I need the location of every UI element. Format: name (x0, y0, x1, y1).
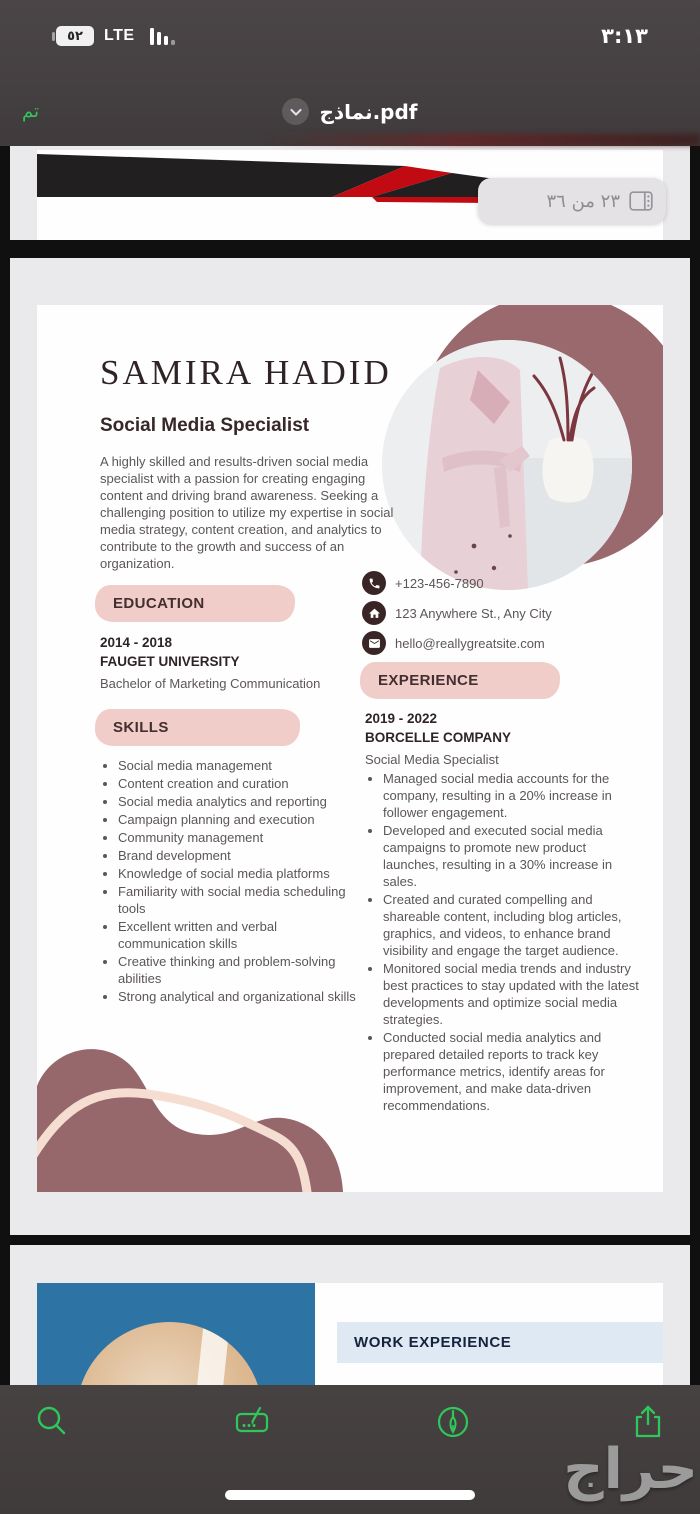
bottom-toolbar (0, 1385, 700, 1514)
search-icon[interactable] (33, 1403, 71, 1441)
skill-item: • Strong analytical and organizational skills (118, 988, 360, 1005)
contact-phone-row (362, 571, 552, 595)
home-indicator[interactable] (225, 1490, 475, 1500)
network-type-label: LTE (104, 27, 135, 44)
clock: ٣:١٣ (601, 24, 648, 48)
skill-item: • Social media analytics and reporting (118, 793, 360, 810)
contact-email-row (362, 631, 552, 655)
top-bar (0, 0, 700, 146)
chevron-down-icon[interactable] (282, 98, 309, 125)
experience-bullet: • Created and curated compelling and shareable content, including blog articles, graphics, and videos, to enhance brand visibility and engage the target audience. (383, 891, 645, 959)
experience-bullet: • Developed and executed social media campaigns to promote new product launches, resulting in a 30% increase in sales. (383, 822, 645, 890)
resume-card (37, 305, 663, 1192)
skill-item: • Knowledge of social media platforms (118, 865, 360, 882)
resume-name: SAMIRA HADID (100, 353, 392, 392)
signal-bars-icon (150, 27, 175, 45)
share-icon[interactable] (629, 1403, 667, 1441)
done-button[interactable]: تم (22, 101, 39, 122)
markup-signature-icon[interactable] (233, 1403, 271, 1441)
contact-phone: +123-456-7890 (395, 575, 484, 591)
page-indicator[interactable] (478, 178, 666, 224)
experience-bullet: • Monitored social media trends and industry best practices to stay updated with the latest developments and optimize social media strategies. (383, 960, 645, 1028)
skills-list (100, 757, 360, 1006)
decorative-blob (37, 1040, 347, 1192)
education-degree: Bachelor of Marketing Communication (100, 676, 321, 691)
watermark: حراج (563, 1437, 698, 1502)
education-heading: EDUCATION (95, 585, 295, 622)
annotate-pen-icon[interactable] (434, 1403, 472, 1441)
skills-heading: SKILLS (95, 709, 300, 746)
thumbnails-icon (629, 191, 653, 211)
experience-role: Social Media Specialist (365, 752, 499, 767)
document-title: نماذج.pdf (319, 99, 418, 124)
battery-percent: ٥٢ (56, 26, 94, 46)
skill-item: • Content creation and curation (118, 775, 360, 792)
house-icon (362, 601, 386, 625)
experience-years: 2019 - 2022 (365, 711, 438, 726)
contact-address-row (362, 601, 552, 625)
battery-tip (52, 32, 55, 41)
experience-bullet: • Conducted social media analytics and prepared detailed reports to track key performance metrics, identify areas for improvement, and make data-driven recommendations. (383, 1029, 645, 1114)
pdf-page-23[interactable] (10, 258, 690, 1235)
resume-job-title: Social Media Specialist (100, 415, 310, 436)
envelope-icon (362, 631, 386, 655)
skill-item: • Excellent written and verbal communication skills (118, 918, 360, 952)
contact-address: 123 Anywhere St., Any City (395, 605, 552, 621)
page-indicator-label: ٢٣ من ٣٦ (546, 190, 620, 212)
skill-item: • Campaign planning and execution (118, 811, 360, 828)
work-experience-band (337, 1322, 663, 1363)
skill-item: • Brand development (118, 847, 360, 864)
work-experience-heading: WORK EXPERIENCE (354, 1334, 512, 1351)
status-bar (0, 18, 700, 62)
navigation-bar (0, 92, 700, 142)
experience-company: BORCELLE COMPANY (365, 730, 512, 745)
battery-icon (52, 26, 94, 46)
skill-item: • Familiarity with social media scheduling tools (118, 883, 360, 917)
profile-photo (382, 340, 632, 590)
contact-email: hello@reallygreatsite.com (395, 635, 545, 651)
phone-icon (362, 571, 386, 595)
contact-block (362, 571, 552, 661)
education-years: 2014 - 2018 (100, 635, 173, 650)
skill-item: • Creative thinking and problem-solving abilities (118, 953, 360, 987)
skill-item: • Community management (118, 829, 360, 846)
experience-bullet: • Managed social media accounts for the company, resulting in a 20% increase in follower engagement. (383, 770, 645, 821)
experience-bullets (365, 770, 645, 1115)
resume-summary: A highly skilled and results-driven social media specialist with a passion for creating engaging content and driving brand awareness. Seeking a challenging position to utilize my expertise in social media strategy, content creation, and analytics to contribute to the growth and success of an organization. (100, 454, 394, 571)
skill-item: • Social media management (118, 757, 360, 774)
education-school: FAUGET UNIVERSITY (100, 654, 240, 669)
experience-heading: EXPERIENCE (360, 662, 560, 699)
document-title-group (0, 98, 700, 125)
